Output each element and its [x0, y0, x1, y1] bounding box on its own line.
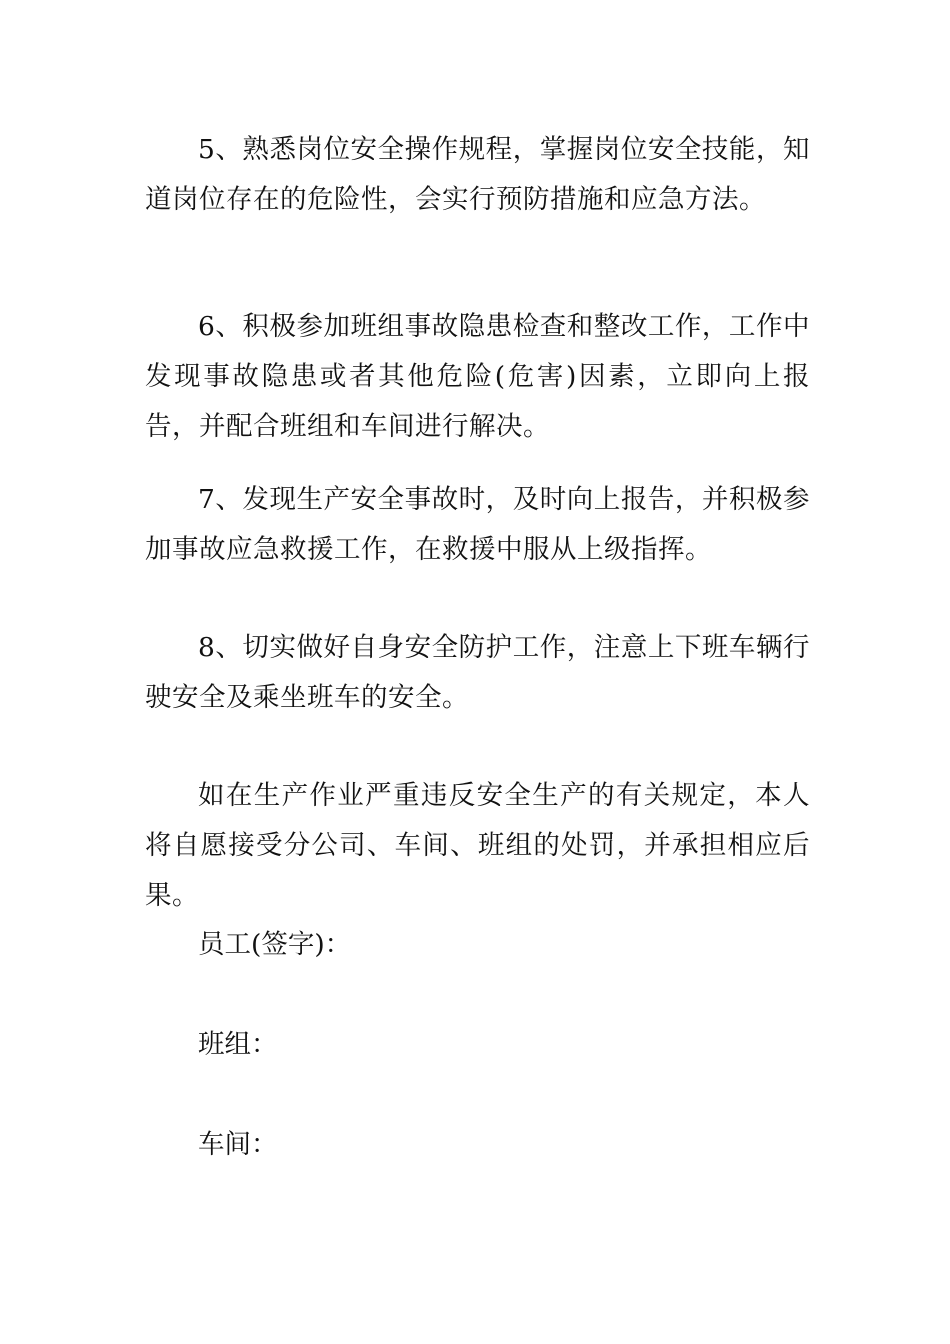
paragraph-item-5: 5、熟悉岗位安全操作规程，掌握岗位安全技能，知道岗位存在的危险性，会实行预防措施和应急方法。	[145, 134, 810, 215]
paragraph-item-8: 8、切实做好自身安全防护工作，注意上下班车辆行驶安全及乘坐班车的安全。	[145, 632, 810, 713]
employee-signature-label: 员工(签字)：	[198, 929, 352, 960]
team-label: 班组：	[198, 1029, 278, 1060]
workshop-label: 车间：	[198, 1129, 278, 1160]
paragraph-item-7: 7、发现生产安全事故时，及时向上报告，并积极参加事故应急救援工作，在救援中服从上级指挥。	[145, 484, 810, 565]
paragraph-commitment: 如在生产作业严重违反安全生产的有关规定，本人将自愿接受分公司、车间、班组的处罚，并承担相应后果。	[145, 780, 810, 911]
paragraph-item-6: 6、积极参加班组事故隐患检查和整改工作，工作中发现事故隐患或者其他危险(危害)因素，立即向上报告，并配合班组和车间进行解决。	[145, 311, 810, 442]
